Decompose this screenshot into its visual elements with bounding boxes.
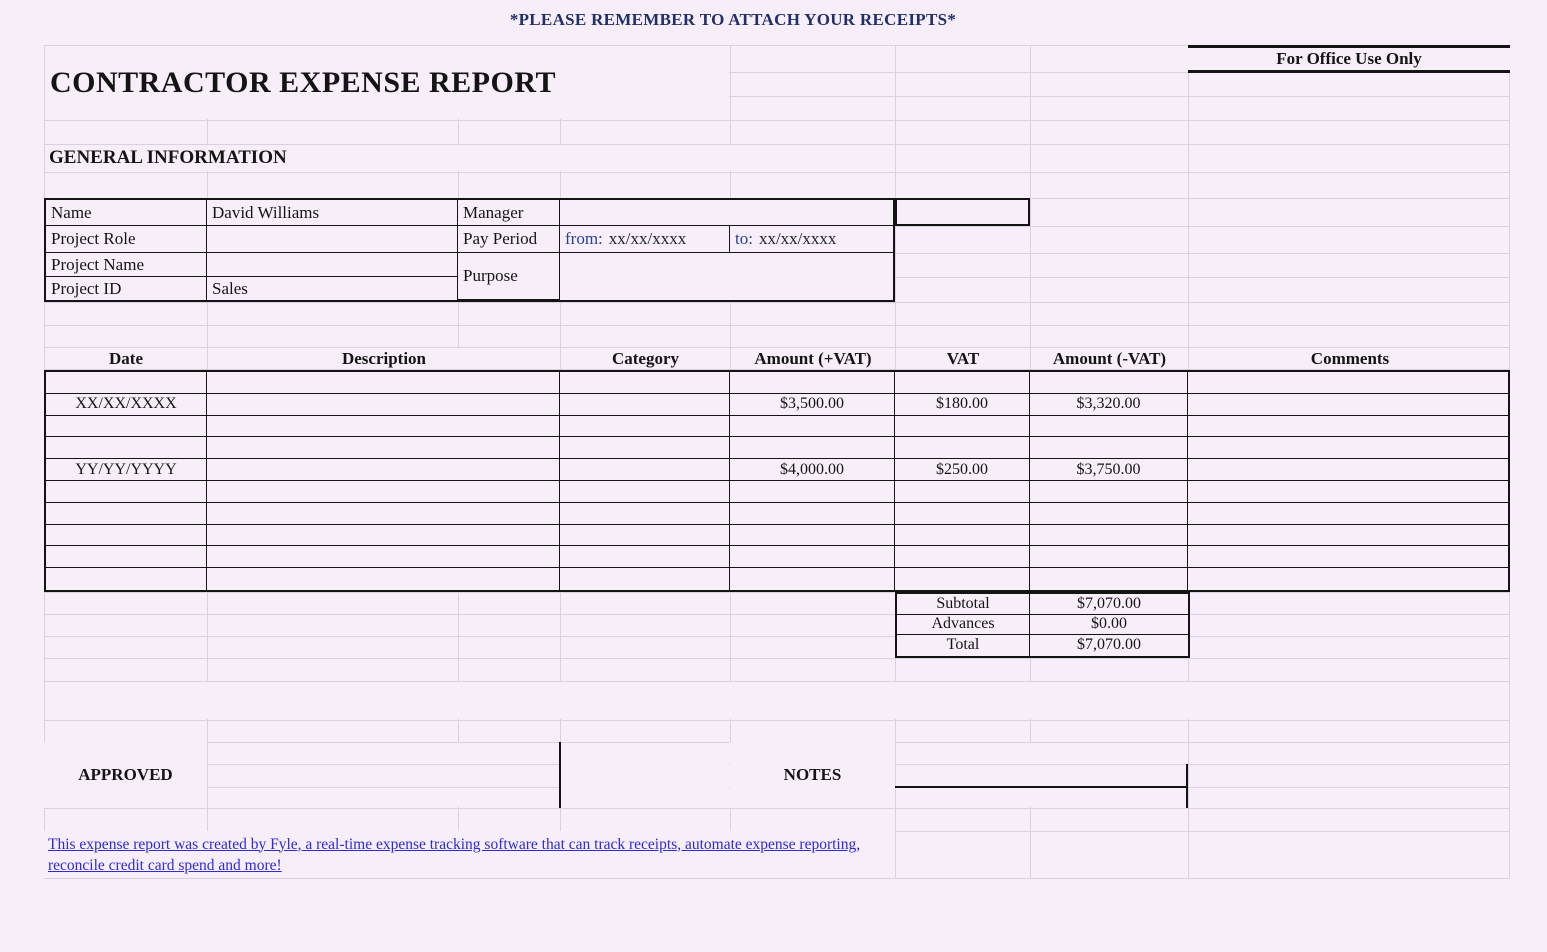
cell-vat[interactable] — [895, 372, 1030, 394]
pay-period-to-value[interactable]: xx/xx/xxxx — [758, 229, 837, 248]
project-role-label: Project Role — [46, 226, 207, 253]
project-id-label: Project ID — [46, 277, 207, 300]
cell-amount-plus-vat[interactable] — [730, 437, 895, 459]
cell-description[interactable] — [207, 525, 560, 547]
cell-comments[interactable] — [1188, 459, 1508, 481]
cell-amount-minus-vat[interactable]: $3,320.00 — [1030, 394, 1188, 416]
pay-period-from-value[interactable]: xx/xx/xxxx — [608, 229, 687, 248]
cell-comments[interactable] — [1188, 394, 1508, 416]
cell-date[interactable]: XX/XX/XXXX — [46, 394, 207, 416]
fyle-link[interactable]: This expense report was created by Fyle, a real-time expense tracking software that can track receipts, automate expense reporting, reconcile credit card spend and more! — [48, 835, 861, 874]
project-id-value[interactable]: Sales — [207, 277, 458, 300]
name-value[interactable]: David Williams — [207, 200, 458, 226]
cell-vat[interactable] — [895, 568, 1030, 590]
cell-category[interactable] — [560, 372, 730, 394]
pay-period-to[interactable] — [730, 226, 893, 253]
cell-amount-minus-vat[interactable] — [1030, 437, 1188, 459]
footer-cell — [44, 831, 895, 878]
general-information-heading: GENERAL INFORMATION — [49, 147, 287, 168]
cell-description[interactable] — [207, 372, 560, 394]
column-header-amount-plus-vat: Amount (+VAT) — [731, 348, 896, 369]
cell-comments[interactable] — [1188, 437, 1508, 459]
cell-vat[interactable] — [895, 525, 1030, 547]
cell-description[interactable] — [207, 394, 560, 416]
purpose-label: Purpose — [458, 253, 560, 300]
office-use-box — [1188, 45, 1510, 73]
pay-period-from-label: from: — [565, 229, 603, 248]
cell-comments[interactable] — [1188, 416, 1508, 438]
cell-comments[interactable] — [1188, 568, 1508, 590]
cell-description[interactable] — [207, 437, 560, 459]
cell-vat[interactable] — [895, 546, 1030, 568]
column-header-amount-minus-vat: Amount (-VAT) — [1031, 348, 1189, 369]
cell-amount-plus-vat[interactable] — [730, 568, 895, 590]
project-name-value[interactable] — [207, 253, 458, 277]
cell-amount-plus-vat[interactable]: $4,000.00 — [730, 459, 895, 481]
cell-date[interactable] — [46, 525, 207, 547]
cell-description[interactable] — [207, 546, 560, 568]
total-label: Total — [897, 635, 1030, 656]
name-label: Name — [46, 200, 207, 226]
cell-amount-minus-vat[interactable] — [1030, 568, 1188, 590]
cell-category[interactable] — [560, 437, 730, 459]
cell-date[interactable] — [46, 546, 207, 568]
cell-amount-plus-vat[interactable] — [730, 416, 895, 438]
cell-amount-minus-vat[interactable] — [1030, 503, 1188, 525]
cell-category[interactable] — [560, 503, 730, 525]
cell-amount-plus-vat[interactable] — [730, 503, 895, 525]
cell-category[interactable] — [560, 459, 730, 481]
expense-table-body — [44, 370, 1510, 592]
column-header-category: Category — [561, 348, 731, 369]
cell-amount-minus-vat[interactable]: $3,750.00 — [1030, 459, 1188, 481]
column-header-comments: Comments — [1310, 348, 1390, 368]
cell-vat[interactable] — [895, 481, 1030, 503]
notes-entry-divider — [1186, 764, 1188, 808]
cell-category[interactable] — [560, 525, 730, 547]
cell-description[interactable] — [207, 459, 560, 481]
pay-period-from[interactable] — [560, 226, 730, 253]
manager-label: Manager — [458, 200, 560, 226]
purpose-value[interactable] — [560, 253, 893, 300]
cell-amount-plus-vat[interactable]: $3,500.00 — [730, 394, 895, 416]
total-value: $7,070.00 — [1077, 636, 1141, 654]
cell-description[interactable] — [207, 481, 560, 503]
notes-entry-line — [895, 786, 1188, 788]
advances-label: Advances — [897, 615, 1030, 636]
cell-amount-minus-vat[interactable] — [1030, 525, 1188, 547]
office-use-label: For Office Use Only — [1276, 49, 1422, 68]
pay-period-to-label: to: — [735, 229, 753, 248]
cell-comments[interactable] — [1188, 372, 1508, 394]
cell-date[interactable] — [46, 481, 207, 503]
cell-date[interactable] — [46, 416, 207, 438]
cell-amount-plus-vat[interactable] — [730, 546, 895, 568]
project-role-value[interactable] — [207, 226, 458, 253]
expense-table-header — [44, 347, 1510, 370]
attach-receipts-banner: *PLEASE REMEMBER TO ATTACH YOUR RECEIPTS* — [0, 0, 1466, 39]
column-header-vat: VAT — [896, 348, 1031, 369]
cell-amount-plus-vat[interactable] — [730, 372, 895, 394]
office-entry-box[interactable] — [895, 198, 1030, 226]
cell-description[interactable] — [207, 416, 560, 438]
cell-amount-minus-vat[interactable] — [1030, 481, 1188, 503]
cell-vat[interactable]: $250.00 — [895, 459, 1030, 481]
cell-vat[interactable] — [895, 503, 1030, 525]
cell-comments[interactable] — [1188, 503, 1508, 525]
cell-amount-minus-vat[interactable] — [1030, 372, 1188, 394]
cell-vat[interactable]: $180.00 — [895, 394, 1030, 416]
notes-label: NOTES — [730, 742, 895, 808]
manager-value[interactable] — [560, 200, 893, 226]
cell-amount-minus-vat[interactable] — [1030, 416, 1188, 438]
subtotal-label: Subtotal — [897, 594, 1030, 615]
cell-category[interactable] — [560, 394, 730, 416]
cell-date[interactable] — [46, 503, 207, 525]
cell-comments[interactable] — [1188, 546, 1508, 568]
cell-date[interactable] — [46, 372, 207, 394]
cell-category[interactable] — [560, 568, 730, 590]
page-title: CONTRACTOR EXPENSE REPORT — [50, 65, 556, 99]
cell-amount-plus-vat[interactable] — [730, 525, 895, 547]
advances-value: $0.00 — [1030, 615, 1188, 636]
report-title-cell — [44, 45, 730, 120]
cell-vat[interactable] — [895, 416, 1030, 438]
cell-date[interactable] — [46, 568, 207, 590]
general-info-table — [44, 198, 895, 302]
cell-comments[interactable] — [1188, 481, 1508, 503]
column-header-date: Date — [45, 348, 208, 369]
cell-amount-plus-vat[interactable] — [730, 481, 895, 503]
cell-date[interactable]: YY/YY/YYYY — [46, 459, 207, 481]
pay-period-label: Pay Period — [458, 226, 560, 253]
approved-signature-divider — [559, 742, 561, 808]
totals-table — [895, 592, 1190, 658]
cell-date[interactable] — [46, 437, 207, 459]
cell-category[interactable] — [560, 546, 730, 568]
cell-category[interactable] — [560, 416, 730, 438]
cell-description[interactable] — [207, 568, 560, 590]
approved-label: APPROVED — [44, 742, 207, 808]
cell-amount-minus-vat[interactable] — [1030, 546, 1188, 568]
project-name-label: Project Name — [46, 253, 207, 277]
cell-description[interactable] — [207, 503, 560, 525]
cell-category[interactable] — [560, 481, 730, 503]
subtotal-value: $7,070.00 — [1030, 594, 1188, 615]
cell-comments[interactable] — [1188, 525, 1508, 547]
cell-vat[interactable] — [895, 437, 1030, 459]
column-header-description: Description — [208, 348, 561, 369]
